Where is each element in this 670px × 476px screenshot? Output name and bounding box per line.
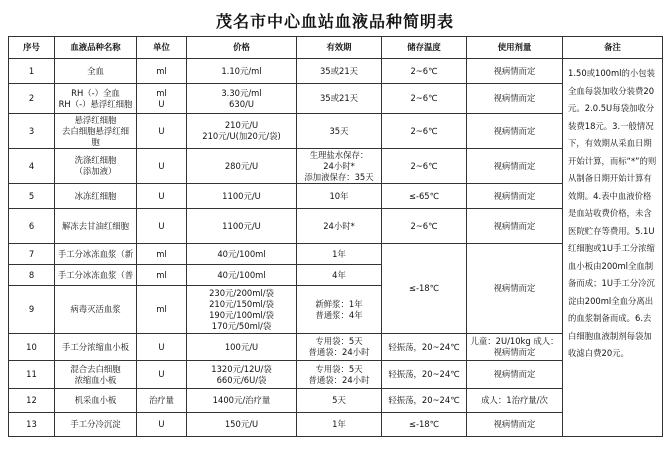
cell-unit [137,244,187,265]
cell-storage-plasma: ≤-18℃ [382,244,467,334]
cell-unit [137,389,187,413]
cell-no: 9 [9,286,55,334]
cell-price-line: 100元/U [224,341,259,352]
cell-expiry-line: 生理盐水保存： [309,149,369,160]
cell-expiry-line: 24小时* [323,160,355,171]
cell-name-line: 解冻去甘油红细胞 [62,220,129,231]
cell-expiry [297,59,382,84]
cell-price [187,389,297,413]
cell-name-line: 机采血小板 [74,395,117,405]
cell-storage: ≤-65℃ [382,184,467,209]
cell-name-line: 去白细胞悬浮红细 [62,125,129,136]
header-price: 价格 [187,37,297,59]
cell-price [187,114,297,149]
cell-dose: 视病情而定 [467,114,563,149]
cell-expiry [297,361,382,389]
cell-no: 8 [9,265,55,286]
cell-price-line: 210元/U [224,120,259,130]
cell-expiry-line: 专用袋：5天 [315,363,363,374]
cell-dose: 视病情而定 [467,209,563,244]
cell-expiry-line: 1年 [332,248,346,259]
cell-name-line: 冰冻红细胞 [74,190,117,201]
cell-price [187,209,297,244]
cell-expiry [297,244,382,265]
cell-unit-line: U [158,125,165,136]
header-unit: 单位 [137,37,187,59]
cell-name-line: 手工分冰冻血浆（新 [57,248,134,259]
cell-price [187,265,297,286]
cell-expiry-line: 专用袋：5天 [315,336,363,346]
cell-storage: 轻振荡，20~24℃ [382,361,467,389]
cell-expiry [297,334,382,361]
cell-expiry [297,114,382,149]
cell-price-line: 1100元/U [222,220,261,231]
cell-dose: 视病情而定 [467,149,563,184]
cell-unit-line: U [158,160,165,171]
cell-name [55,413,137,437]
cell-unit-line: ml [156,304,167,314]
cell-price-line: 3.30元/ml [221,87,262,98]
cell-storage: 2~6℃ [382,149,467,184]
cell-unit [137,286,187,334]
cell-name [55,286,137,334]
cell-price-line: 1400元/治疗量 [212,395,271,405]
cell-no: 3 [9,114,55,149]
cell-price [187,244,297,265]
cell-no: 13 [9,413,55,437]
cell-price-line: 1100元/U [222,190,261,201]
cell-unit-line: ml [156,269,167,280]
cell-name [55,149,137,184]
cell-expiry-line: 35天 [329,125,349,136]
cell-unit [137,209,187,244]
cell-price-line: 40元/100ml [217,248,266,259]
cell-name [55,389,137,413]
cell-price-line: 190元/100ml/袋 [209,309,274,320]
cell-expiry-line: 35或21天 [319,93,359,103]
cell-unit [137,114,187,149]
cell-price [187,334,297,361]
cell-storage: 2~6℃ [382,209,467,244]
cell-expiry-line: 10年 [329,190,349,201]
cell-storage: ≤-18℃ [382,413,467,437]
cell-no: 6 [9,209,55,244]
cell-name-line: 手工分浓缩血小板 [62,341,129,352]
cell-storage: 轻振荡，20~24℃ [382,389,467,413]
cell-expiry [297,413,382,437]
cell-price [187,84,297,114]
cell-unit-line: U [158,369,165,379]
cell-unit [137,84,187,114]
notes-cell: 1.50或100ml的小包装全血每袋加收分装费20元。2.0.5U每袋加收分装费18元。3.一般情况下，有效期从采血日期开始计算，而标“*”的则从制备日期开始计算有效期。4.表中血液价格是血站收费价格，未含医院贮存等费用。5.1U红细胞或1U手工分浓缩血小板由200ml全血制备而成；1U手工分冷沉淀由200ml全血分离出的血浆制备而成。6.去白细胞血液制剂每袋加收滤白费20元。 [563,59,663,437]
cell-name-line: 病毒灭活血浆 [70,304,121,314]
cell-dose-plasma: 视病情而定 [467,244,563,334]
cell-expiry-line: 普通袋：24小时 [308,374,370,385]
cell-dose: 视病情而定 [467,59,563,84]
cell-expiry [297,265,382,286]
cell-price [187,149,297,184]
cell-expiry [297,184,382,209]
cell-unit [137,184,187,209]
cell-price-line: 630/U [229,98,254,109]
cell-name [55,114,137,149]
cell-price [187,59,297,84]
cell-no: 1 [9,59,55,84]
cell-name [55,361,137,389]
cell-dose: 视病情而定 [467,184,563,209]
blood-product-table [8,36,663,437]
header-row [9,37,663,59]
cell-price-line: 40元/100ml [217,269,266,280]
cell-price-line: 280元/U [224,160,259,171]
header-notes: 备注 [563,37,663,59]
cell-name-line: 全血 [87,65,104,76]
cell-price-line: 1320元/12U/袋 [211,363,272,374]
cell-unit-line: ml [156,248,167,259]
cell-name-line: 洗涤红细胞 [74,155,117,165]
cell-expiry [297,209,382,244]
cell-name-line: 混合去白细胞 [70,363,121,374]
cell-name [55,184,137,209]
cell-price [187,184,297,209]
cell-name [55,84,137,114]
cell-name-line: RH（-）悬浮红细胞 [58,98,133,109]
header-storage: 储存温度 [382,37,467,59]
cell-unit [137,334,187,361]
cell-name-line: 手工分冷沉淀 [70,419,121,429]
cell-unit-line: 治疗量 [148,395,175,405]
cell-no: 2 [9,84,55,114]
cell-name-line: 胞 [91,136,100,147]
cell-name [55,209,137,244]
cell-no: 12 [9,389,55,413]
cell-dose: 视病情而定 [467,413,563,437]
cell-name [55,265,137,286]
cell-expiry-line: 5天 [332,395,346,405]
cell-name [55,334,137,361]
cell-no: 11 [9,361,55,389]
cell-name-line: （添加液） [74,166,117,176]
header-dose: 使用剂量 [467,37,563,59]
cell-price-line: 210元/150ml/袋 [209,298,274,309]
cell-unit-line: U [158,98,165,109]
header-expiry: 有效期 [297,37,382,59]
cell-expiry-line: 4年 [332,269,346,280]
cell-price-line: 660元/6U/袋 [216,374,267,385]
cell-no: 4 [9,149,55,184]
cell-unit-line: ml [156,87,167,98]
cell-storage: 2~6℃ [382,59,467,84]
cell-no: 5 [9,184,55,209]
cell-price [187,413,297,437]
cell-price-line: 150元/U [224,419,259,429]
header-name: 血液品种名称 [55,37,137,59]
cell-dose: 儿童：2U/10kg 成人：视病情而定 [467,334,563,361]
cell-expiry-line: 35或21天 [319,65,359,76]
cell-expiry-line: 添加液保存：35天 [304,171,374,182]
cell-no: 10 [9,334,55,361]
cell-unit-line: U [158,220,165,231]
cell-name-line: 浓缩血小板 [74,374,117,385]
cell-dose: 视病情而定 [467,361,563,389]
cell-unit [137,361,187,389]
cell-name [55,59,137,84]
cell-expiry [297,149,382,184]
cell-name-line: 悬浮红细胞 [74,114,117,125]
cell-unit-line: U [158,419,165,429]
cell-name [55,244,137,265]
cell-unit-line: U [158,341,165,352]
cell-expiry [297,389,382,413]
cell-expiry-line: 普通袋：24小时 [308,347,370,357]
header-no: 序号 [9,37,55,59]
cell-unit [137,265,187,286]
cell-unit [137,413,187,437]
cell-expiry [297,286,382,334]
page-title: 茂名市中心血站血液品种简明表 [215,12,454,31]
cell-unit-line: ml [156,65,167,76]
cell-dose: 视病情而定 [467,84,563,114]
cell-price [187,361,297,389]
cell-expiry-line: 普通浆：4年 [315,309,363,320]
cell-expiry [297,84,382,114]
cell-dose: 成人：1治疗量/次 [467,389,563,413]
cell-name-line: 手工分冰冻血浆（普 [57,269,134,280]
cell-expiry-line: 新鲜浆：1年 [315,298,363,309]
cell-storage: 2~6℃ [382,114,467,149]
table-row [9,59,663,84]
cell-price-line: 210元/U(加20元/袋) [202,131,281,141]
cell-price-line: 1.10元/ml [221,65,262,76]
cell-storage: 2~6℃ [382,84,467,114]
cell-expiry-line: 24小时* [323,220,355,231]
cell-storage: 轻振荡，20~24℃ [382,334,467,361]
cell-unit [137,149,187,184]
cell-price-line: 230元/200ml/袋 [209,287,274,298]
cell-price-line: 170元/50ml/袋 [211,320,272,331]
cell-unit-line: U [158,190,165,201]
cell-no: 7 [9,244,55,265]
cell-expiry-line: 1年 [332,419,346,429]
cell-price [187,286,297,334]
cell-name-line: RH（-）全血 [71,87,120,98]
cell-unit [137,59,187,84]
